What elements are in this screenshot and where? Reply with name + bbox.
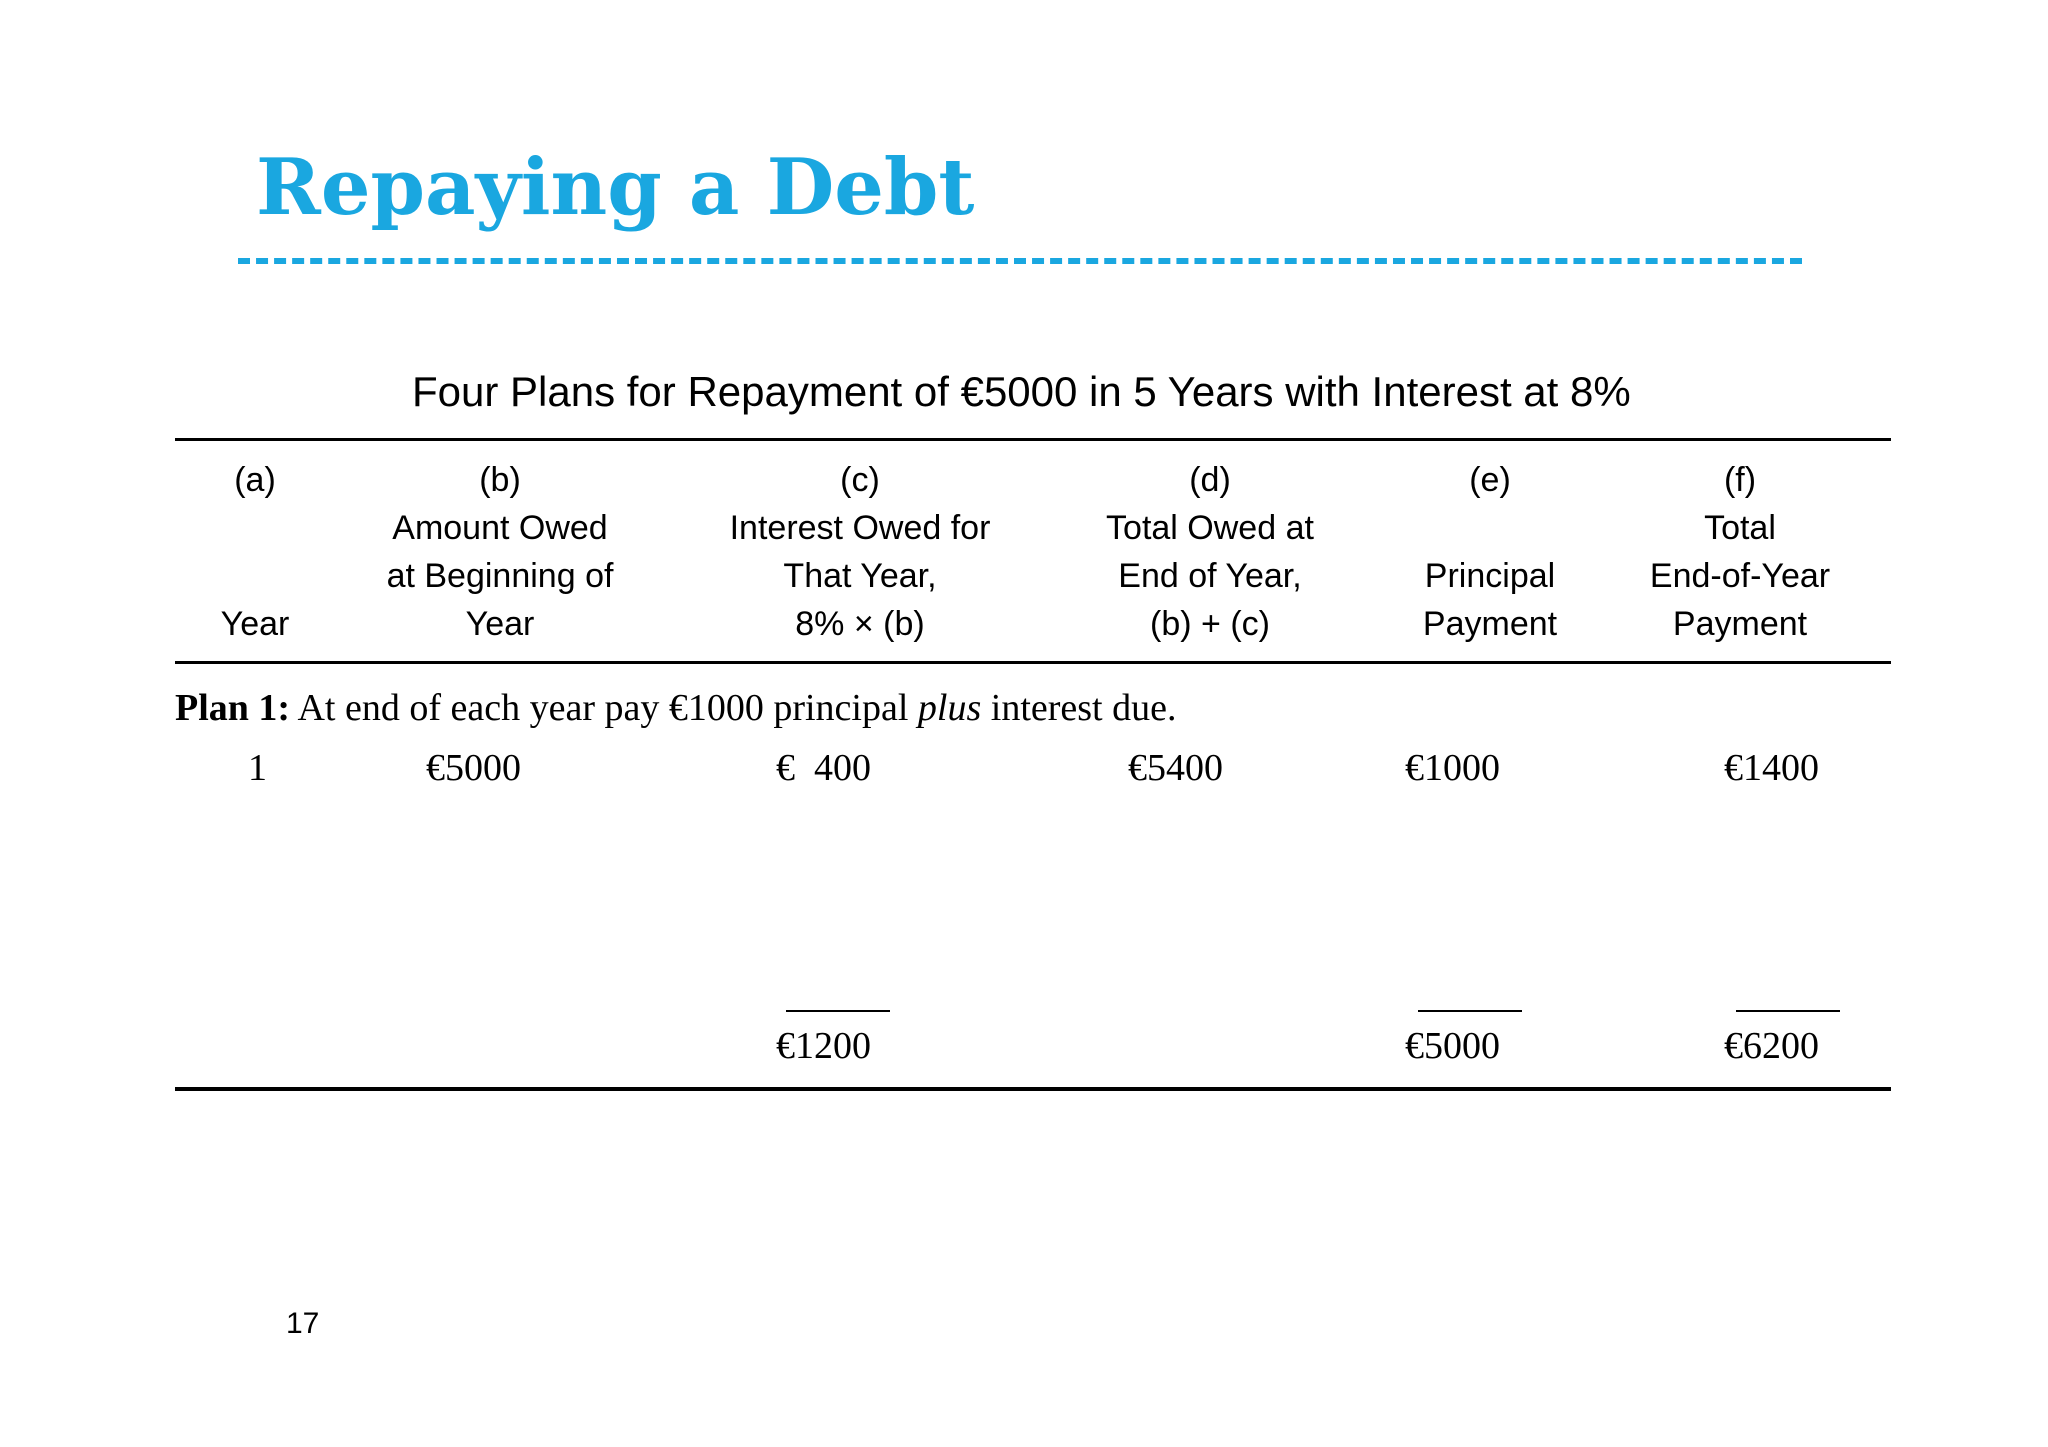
column-label-line: Year [465,605,535,643]
column-label-line: End of Year, [1118,557,1302,595]
cell-total-owed: €5400 [1128,747,1223,789]
column-label-line: Total Owed at [1106,509,1314,547]
column-id: (b) [479,461,521,499]
cell-interest: € 400 [776,747,871,789]
column-id: (c) [840,461,880,499]
cell-principal: €1000 [1405,747,1500,789]
sum-rule-total-payment [1736,1010,1840,1012]
cell-total-payment: €1400 [1724,747,1819,789]
column-label-line: Amount Owed [392,509,608,547]
sum-rule-principal [1418,1010,1522,1012]
column-label-line: That Year, [783,557,937,595]
plan-description [175,682,1176,734]
plan-label: Plan 1: [175,687,291,729]
column-label-line: Interest Owed for [729,509,991,547]
table-bottom-rule [175,1087,1891,1091]
column-id: (e) [1469,461,1511,499]
page-number: 17 [286,1307,320,1340]
total-payment: €6200 [1724,1025,1819,1067]
column-id: (f) [1723,461,1757,499]
title-dashed-rule [238,258,1802,264]
column-label-line: Year [220,605,290,643]
column-header-total-owed [1060,456,1360,648]
table-header-rule [175,661,1891,664]
column-label-line: 8% × (b) [795,605,925,643]
column-label-line: End-of-Year [1649,557,1831,595]
table-caption: Four Plans for Repayment of €5000 in 5 Years with Interest at 8% [412,368,1631,415]
column-header-year [200,456,310,648]
column-header-amount-owed [360,456,640,648]
slide-title: Repaying a Debt [256,142,975,233]
column-label-line: Total [1704,509,1776,547]
cell-amount-owed: €5000 [426,747,521,789]
column-label-line: at Beginning of [386,557,614,595]
column-id: (d) [1189,461,1231,499]
column-label-line: Payment [1422,605,1558,643]
plan-text: At end of each year pay €1000 principal [297,687,909,729]
column-label-line: Principal [1424,557,1556,595]
sum-rule-interest [786,1010,890,1012]
plan-emphasis: plus [917,687,982,729]
column-id: (a) [234,461,276,499]
column-label-line: (b) + (c) [1150,605,1270,643]
plan-text-end: interest due. [990,687,1177,729]
column-header-principal-payment [1390,456,1590,648]
total-principal: €5000 [1405,1025,1500,1067]
column-header-total-payment [1620,456,1860,648]
column-label-line: Payment [1672,605,1808,643]
table-top-rule [175,438,1891,441]
cell-year: 1 [248,747,267,789]
column-header-interest-owed [700,456,1020,648]
total-interest: €1200 [776,1025,871,1067]
